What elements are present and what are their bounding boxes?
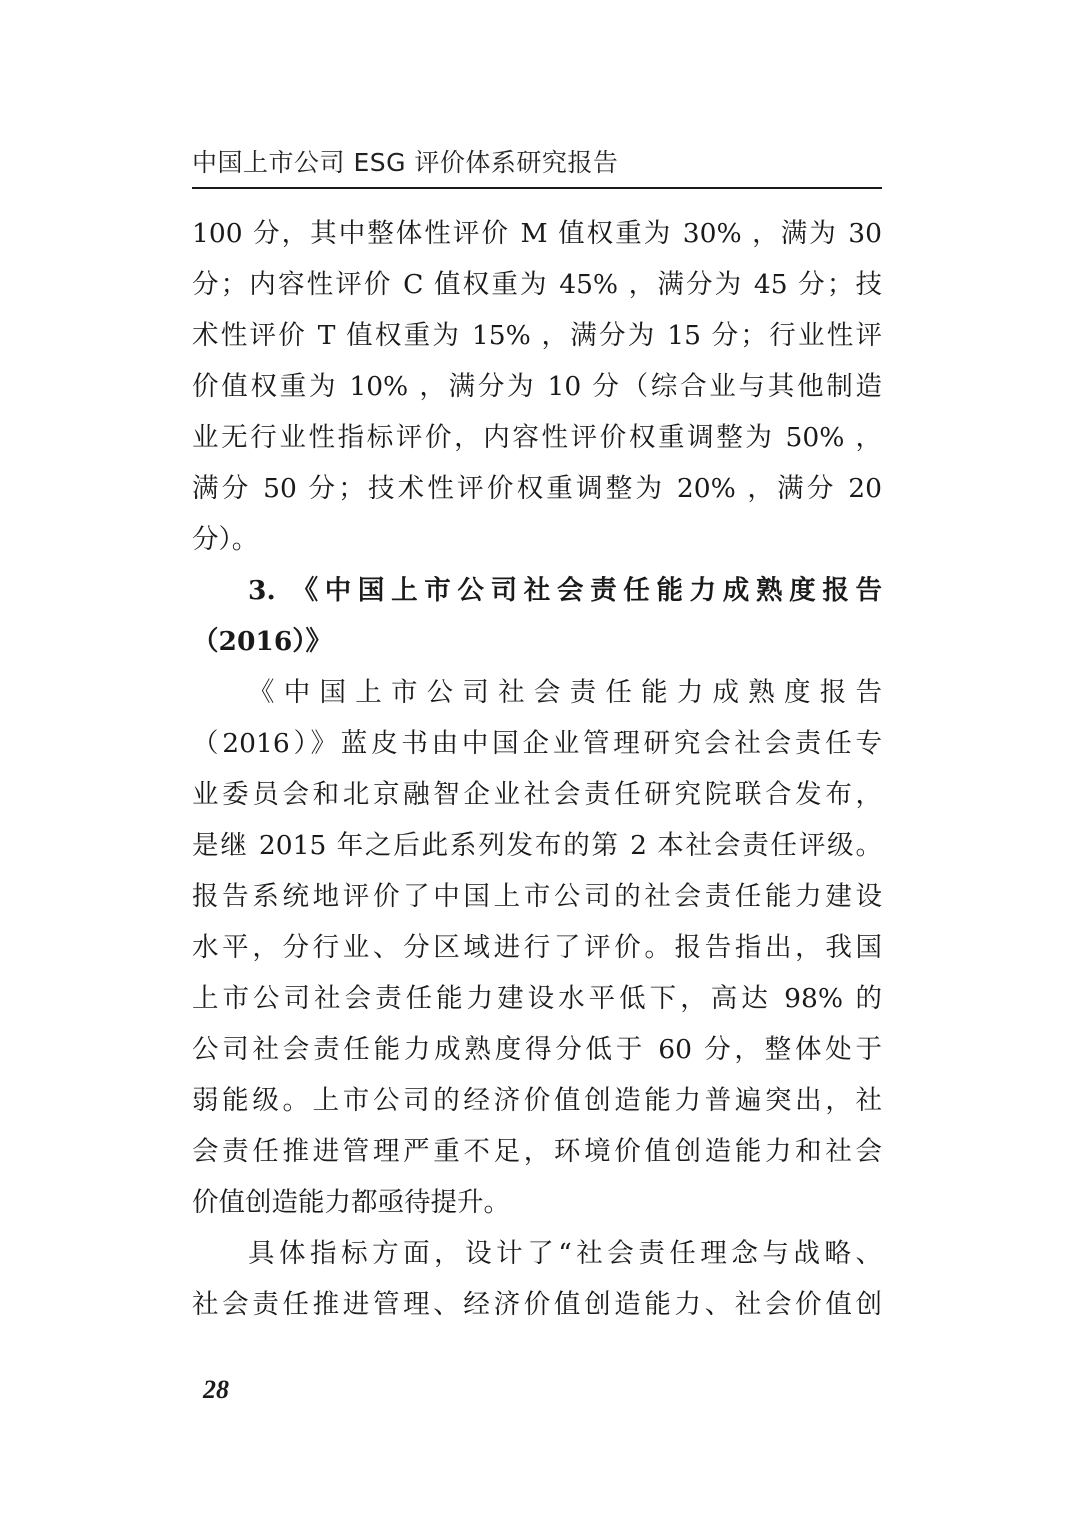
paragraph-line: 是继 2015 年之后此系列发布的第 2 本社会责任评级。 xyxy=(192,830,882,861)
paragraph-line: 报告系统地评价了中国上市公司的社会责任能力建设 xyxy=(192,881,882,912)
body-line: 100 分，其中整体性评价 M 值权重为 30% ，满为 30 xyxy=(192,218,882,249)
paragraph-line: 会责任推进管理严重不足，环境价值创造能力和社会 xyxy=(192,1136,882,1167)
body-line: 满分 50 分；技术性评价权重调整为 20% ，满分 20 xyxy=(192,473,882,504)
paragraph-line: 社会责任推进管理、经济价值创造能力、社会价值创 xyxy=(192,1289,882,1320)
running-header: 中国上市公司 ESG 评价体系研究报告 xyxy=(192,148,619,177)
page-number: 28 xyxy=(203,1375,229,1404)
header-rule xyxy=(192,187,882,189)
body-line: 业无行业性指标评价，内容性评价权重调整为 50% ， xyxy=(192,422,882,453)
paragraph-line: （2016）》蓝皮书由中国企业管理研究会社会责任专 xyxy=(192,728,882,759)
paragraph-line: 业委员会和北京融智企业社会责任研究院联合发布， xyxy=(192,779,882,810)
body-line: 价值权重为 10% ，满分为 10 分（综合业与其他制造 xyxy=(192,371,882,402)
section-heading-continued: （2016）》 xyxy=(192,626,333,657)
body-line: 术性评价 T 值权重为 15% ，满分为 15 分；行业性评 xyxy=(192,320,882,351)
section-heading: 3. 《中国上市公司社会责任能力成熟度报告 xyxy=(248,575,882,606)
paragraph-line: 具体指标方面，设计了“社会责任理念与战略、 xyxy=(248,1238,882,1269)
body-line: 分）。 xyxy=(192,524,259,555)
paragraph-line: 价值创造能力都亟待提升。 xyxy=(192,1187,510,1218)
paragraph-line: 水平，分行业、分区域进行了评价。报告指出，我国 xyxy=(192,932,882,963)
paragraph-line: 上市公司社会责任能力建设水平低下，高达 98% 的 xyxy=(192,983,882,1014)
paragraph-line: 公司社会责任能力成熟度得分低于 60 分，整体处于 xyxy=(192,1034,882,1065)
paragraph-line: 《中国上市公司社会责任能力成熟度报告 xyxy=(248,677,882,708)
body-line: 分；内容性评价 C 值权重为 45% ，满分为 45 分；技 xyxy=(192,269,882,300)
paragraph-line: 弱能级。上市公司的经济价值创造能力普遍突出，社 xyxy=(192,1085,882,1116)
